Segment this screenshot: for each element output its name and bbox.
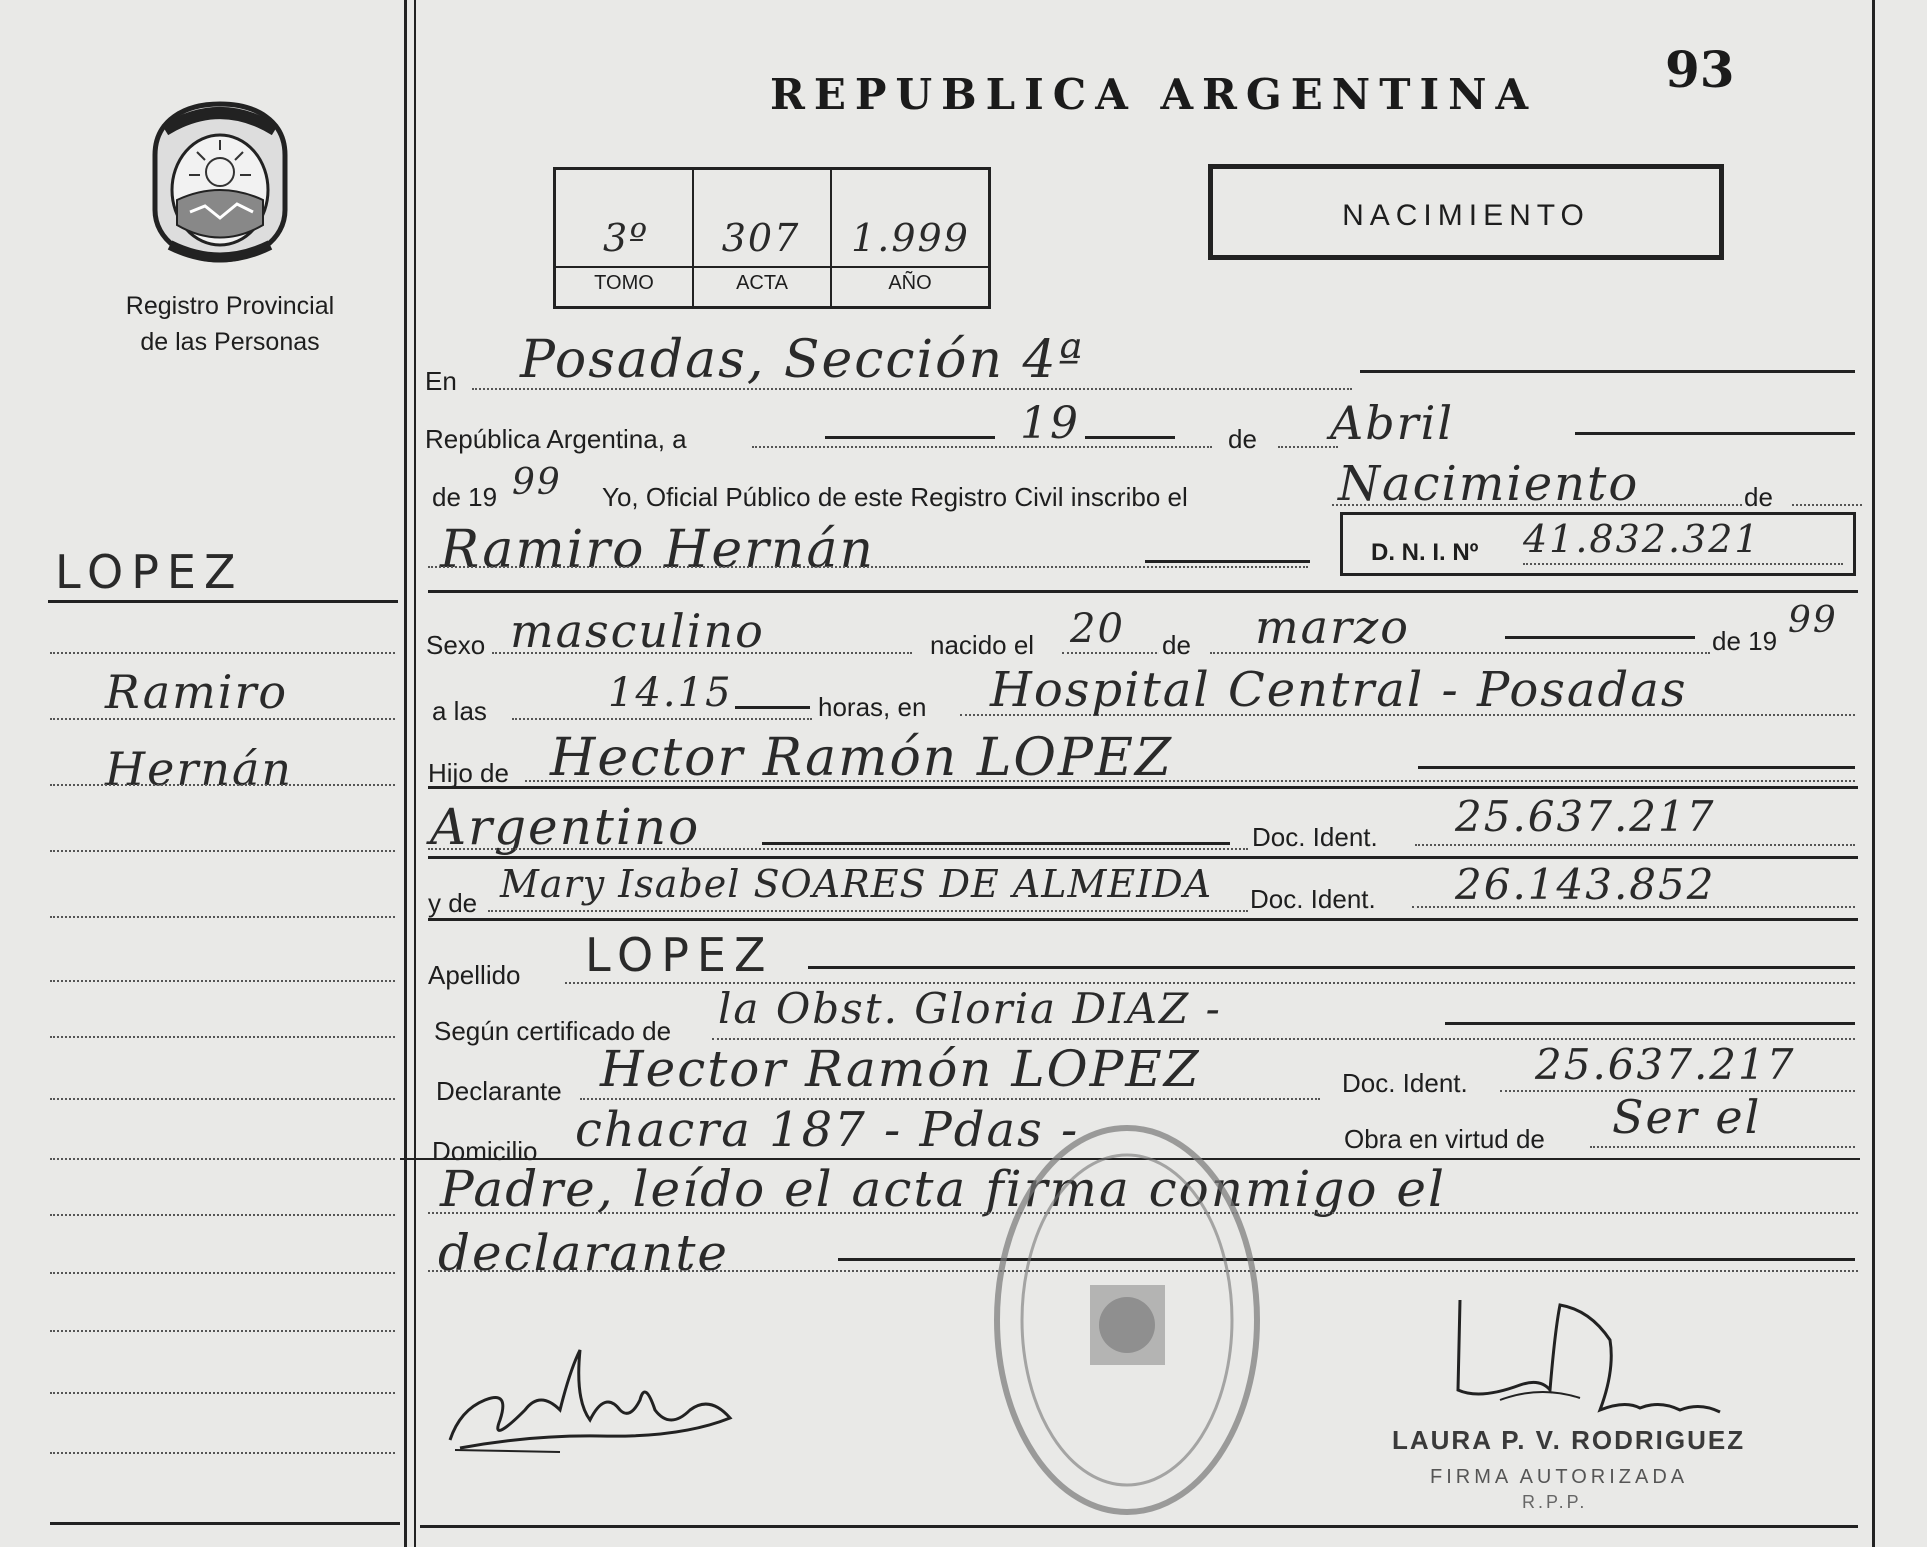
margin-given2: Hernán xyxy=(105,742,294,796)
margin-dotted-line xyxy=(50,1272,395,1274)
margin-dotted-line xyxy=(50,980,395,982)
acta-label: ACTA xyxy=(736,272,788,294)
yo-text: Yo, Oficial Público de este Registro Civil inscribo el xyxy=(602,482,1188,512)
segun-value: la Obst. Gloria DIAZ - xyxy=(718,984,1222,1033)
misiones-seal xyxy=(145,100,295,265)
margin-dotted-line xyxy=(50,1036,395,1038)
domicilio-label: Domicilio xyxy=(432,1136,538,1166)
domicilio-value: chacra 187 - Pdas - xyxy=(575,1102,1080,1158)
right-border xyxy=(1872,0,1875,1547)
hour-value: 14.15 xyxy=(608,670,733,716)
republica-dotted-line xyxy=(752,446,1212,448)
declarant-signature xyxy=(440,1340,740,1460)
child-name-fill-line xyxy=(1145,560,1310,563)
left-column-divider xyxy=(404,0,407,1547)
ano-label: AÑO xyxy=(888,272,932,294)
birth-month: marzo xyxy=(1255,600,1410,654)
obra-dotted-line xyxy=(1590,1146,1855,1148)
dni-box xyxy=(1340,512,1856,576)
margin-surname-line xyxy=(48,600,398,603)
day-value: 19 xyxy=(1020,398,1080,449)
record-type: NACIMIENTO xyxy=(1342,199,1590,232)
margin-dotted-line xyxy=(50,1214,395,1216)
father-name: Hector Ramón LOPEZ xyxy=(550,728,1174,788)
hour-fill-line xyxy=(735,706,810,709)
official-title: FIRMA AUTORIZADA xyxy=(1430,1466,1689,1488)
dni-value: 41.832.321 xyxy=(1523,517,1761,561)
day-fill-line-2 xyxy=(1085,436,1175,439)
de19-label: de 19 xyxy=(1712,626,1778,656)
dni-label: D. N. I. Nº xyxy=(1371,539,1479,566)
obra-value: Ser el xyxy=(1612,1090,1762,1144)
year-prefix: de 19 xyxy=(432,482,498,512)
declarante-value: Hector Ramón LOPEZ xyxy=(600,1040,1201,1098)
inscribo-dotted-line-2 xyxy=(1792,504,1862,506)
dni-dotted-line xyxy=(1523,563,1843,565)
section-divider xyxy=(428,590,1858,593)
father-doc-dotted-line xyxy=(1415,844,1855,846)
declarante-label: Declarante xyxy=(436,1076,562,1106)
ano-value: 1.999 xyxy=(851,216,970,260)
section-divider-2 xyxy=(428,786,1858,789)
registry-name-line1: Registro Provincial xyxy=(125,292,335,320)
nationality-fill-line xyxy=(762,842,1230,845)
segun-fill-line xyxy=(1445,1022,1855,1025)
section-divider-4 xyxy=(428,918,1858,921)
bottom-line xyxy=(420,1525,1858,1528)
horas-label: horas, en xyxy=(818,692,927,722)
mother-dotted-line xyxy=(488,910,1248,912)
month-fill-line xyxy=(1575,432,1855,435)
sexo-label: Sexo xyxy=(426,630,486,660)
acta-value: 307 xyxy=(721,216,801,260)
republica-label: República Argentina, a xyxy=(425,424,687,454)
hijo-label: Hijo de xyxy=(428,758,509,788)
margin-surname: LOPEZ xyxy=(55,545,244,599)
official-name: LAURA P. V. RODRIGUEZ xyxy=(1392,1425,1746,1455)
obra-label: Obra en virtud de xyxy=(1344,1124,1545,1154)
margin-dotted-line xyxy=(50,1098,395,1100)
apellido-label: Apellido xyxy=(428,960,521,990)
birth-year: 99 xyxy=(1788,600,1838,641)
yde-label: y de xyxy=(428,888,478,918)
de-label-3: de xyxy=(1162,630,1191,660)
hour-dotted-line xyxy=(512,718,812,720)
tomo-value: 3º xyxy=(602,216,650,260)
father-doc-label: Doc. Ident. xyxy=(1252,822,1378,852)
official-suffix: R.P.P. xyxy=(1522,1492,1588,1512)
mother-doc-label: Doc. Ident. xyxy=(1250,884,1376,914)
page-number: 93 xyxy=(1665,40,1735,99)
alas-label: a las xyxy=(432,696,487,726)
inscribo-value: Nacimiento xyxy=(1338,456,1640,512)
margin-dotted-line xyxy=(50,718,395,720)
declarante-dotted-line xyxy=(580,1098,1320,1100)
official-stamp xyxy=(990,1120,1265,1520)
margin-dotted-line xyxy=(50,916,395,918)
birth-month-fill-line xyxy=(1505,636,1695,639)
father-nationality: Argentino xyxy=(430,798,701,856)
declarante-doc: 25.637.217 xyxy=(1535,1040,1796,1089)
tomo-label: TOMO xyxy=(594,272,654,294)
record-type-box xyxy=(1208,164,1724,260)
margin-dotted-line xyxy=(50,784,395,786)
declarante-doc-label: Doc. Ident. xyxy=(1342,1068,1468,1098)
child-name: Ramiro Hernán xyxy=(440,520,875,580)
margin-dotted-line xyxy=(50,850,395,852)
sexo-value: masculino xyxy=(510,604,765,658)
en-fill-line xyxy=(1360,370,1855,373)
father-doc: 25.637.217 xyxy=(1455,792,1716,841)
margin-dotted-line xyxy=(50,1330,395,1332)
birth-day: 20 xyxy=(1070,606,1125,652)
birth-day-dotted-line xyxy=(1062,652,1157,654)
nacido-label: nacido el xyxy=(930,630,1035,660)
registry-name-line2: de las Personas xyxy=(140,328,320,356)
child-name-dotted-line xyxy=(428,566,1308,568)
apellido-value: LOPEZ xyxy=(585,928,774,982)
margin-dotted-line xyxy=(50,1158,395,1160)
margin-dotted-line xyxy=(50,652,395,654)
section-divider-3 xyxy=(428,856,1858,859)
left-column-divider-inner xyxy=(414,0,416,1547)
month-value: Abril xyxy=(1330,396,1455,450)
obra-continuation-2: declarante xyxy=(438,1224,729,1282)
official-signature xyxy=(1440,1290,1740,1430)
record-number-box xyxy=(553,167,991,309)
margin-given1: Ramiro xyxy=(105,665,289,719)
apellido-fill-line xyxy=(808,966,1855,969)
nationality-dotted-line xyxy=(428,848,1248,850)
mother-name: Mary Isabel SOARES DE ALMEIDA xyxy=(500,862,1213,906)
year-value: 99 xyxy=(512,462,562,503)
en-value: Posadas, Sección 4ª xyxy=(520,330,1085,390)
page-title: REPUBLICA ARGENTINA xyxy=(770,70,1538,119)
month-dotted-line xyxy=(1278,446,1338,448)
margin-dotted-line xyxy=(50,1452,395,1454)
father-fill-line xyxy=(1418,766,1855,769)
de-label: de xyxy=(1228,424,1257,454)
margin-bottom-line xyxy=(50,1522,400,1525)
day-fill-line xyxy=(825,436,995,439)
segun-label: Según certificado de xyxy=(434,1016,672,1046)
mother-doc: 26.143.852 xyxy=(1455,860,1716,909)
margin-dotted-line xyxy=(50,1392,395,1394)
place-value: Hospital Central - Posadas xyxy=(990,662,1688,718)
de-label-2: de xyxy=(1744,482,1773,512)
en-label: En xyxy=(425,366,457,396)
obra-continuation-1: Padre, leído el acta firma conmigo el xyxy=(440,1160,1446,1218)
